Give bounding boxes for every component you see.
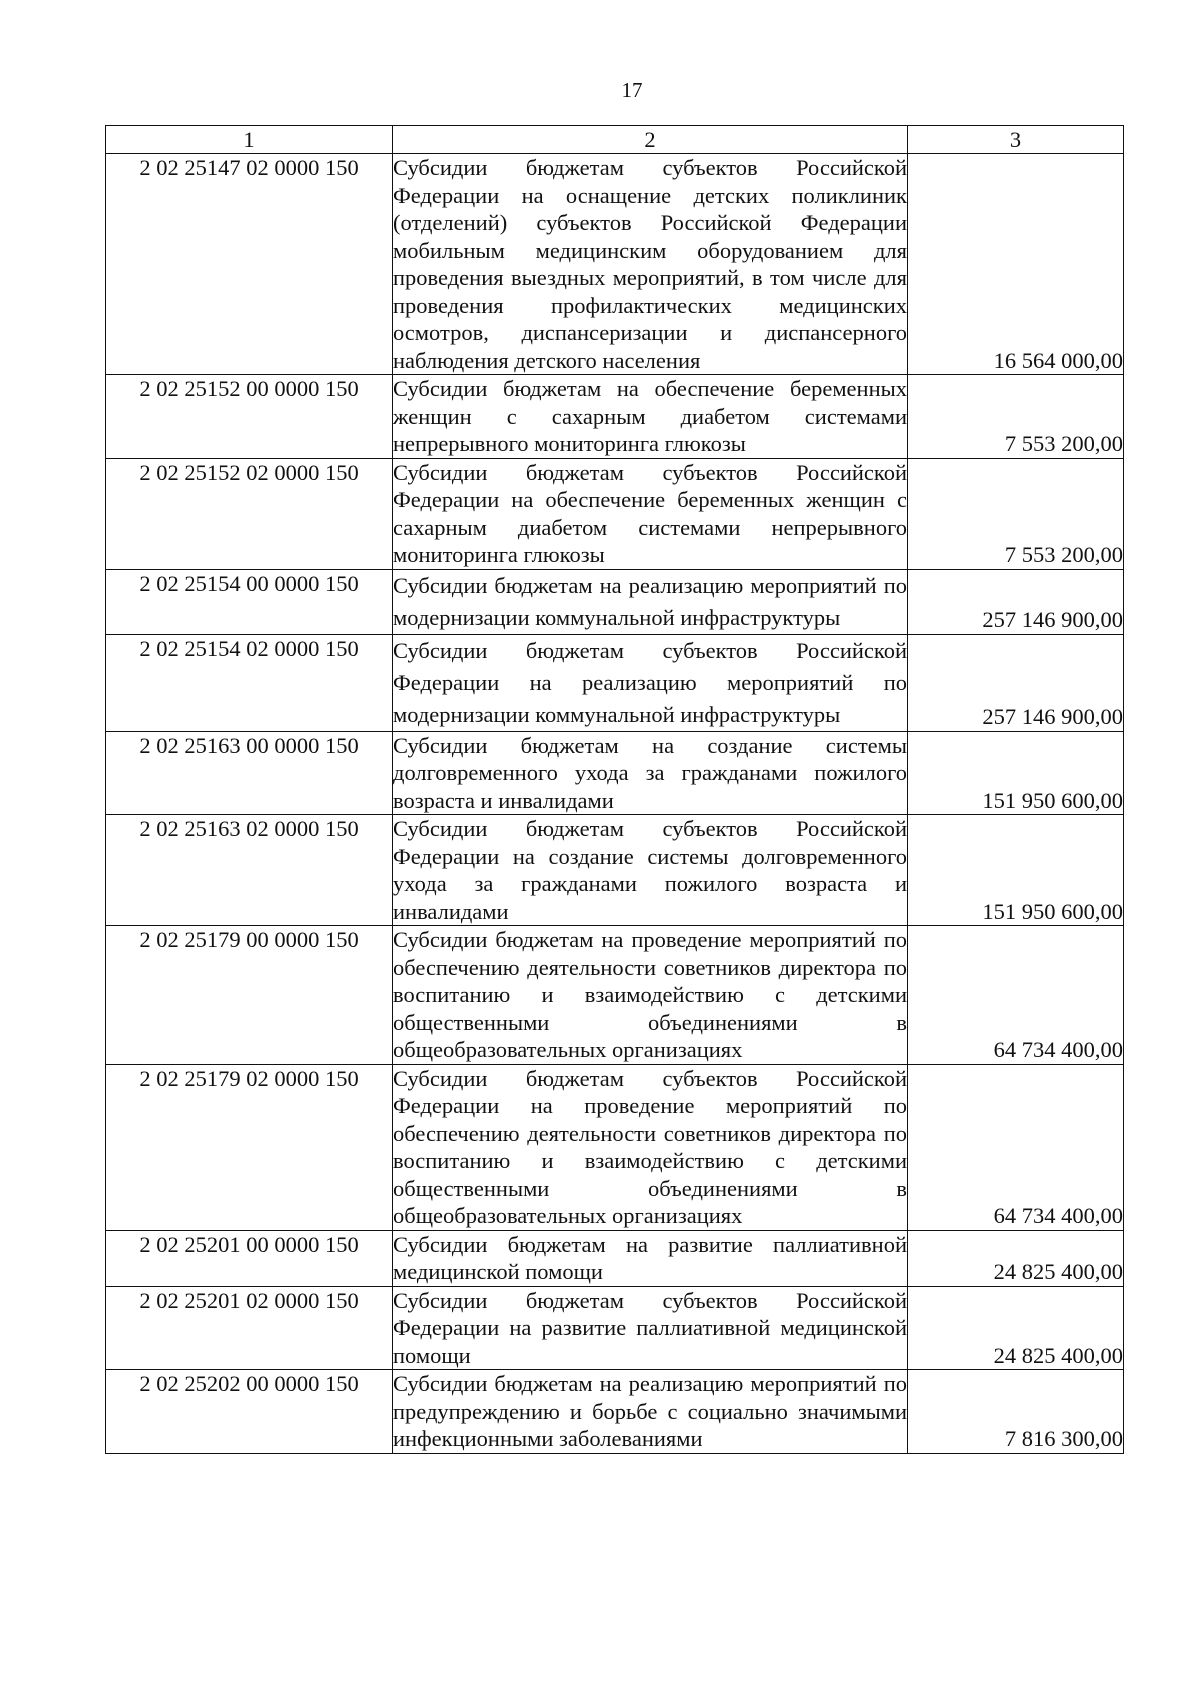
row-amount: 7 553 200,00 [908,375,1124,459]
table-row [106,1286,1124,1370]
budget-code: 2 02 25202 00 0000 150 [106,1370,393,1454]
row-amount: 151 950 600,00 [908,815,1124,926]
table-row [106,815,1124,926]
row-description: Субсидии бюджетам субъектов Российской Федерации на развитие паллиативной медицинской помощи [393,1287,907,1368]
row-amount: 151 950 600,00 [908,731,1124,815]
budget-code: 2 02 25152 00 0000 150 [106,375,393,459]
row-description: Субсидии бюджетам на развитие паллиативной медицинской помощи [393,1231,907,1284]
page-number: 17 [621,78,643,102]
row-amount: 7 816 300,00 [908,1370,1124,1454]
row-description: Субсидии бюджетам субъектов Российской Федерации на оснащение детских поликлиник (отделений) субъектов Российской Федерации мобильным медицинским оборудованием для проведения выездных мероприятий, в том числе для проведения профилактических медицинских осмотров, диспансеризации и диспансерного наблюдения детского населения [393,155,907,373]
row-description: Субсидии бюджетам субъектов Российской Федерации на обеспечение беременных женщин с сахарным диабетом системами непрерывного мониторинга глюкозы [393,459,907,567]
table-row [106,634,1124,731]
row-description: Субсидии бюджетам субъектов Российской Федерации на проведение мероприятий по обеспечению деятельности советников директора по воспитанию и взаимодействию с детскими общественными объединениями в общеобразовательных организациях [393,1065,907,1228]
table-row [106,731,1124,815]
table-row [106,458,1124,569]
budget-code: 2 02 25163 00 0000 150 [106,731,393,815]
row-amount: 7 553 200,00 [908,458,1124,569]
row-amount: 24 825 400,00 [908,1286,1124,1370]
row-description: Субсидии бюджетам на создание системы долговременного ухода за гражданами пожилого возраста и инвалидами [393,732,907,813]
row-amount: 257 146 900,00 [908,569,1124,634]
budget-code: 2 02 25152 02 0000 150 [106,458,393,569]
budget-code: 2 02 25154 00 0000 150 [106,569,393,634]
budget-code: 2 02 25179 02 0000 150 [106,1064,393,1230]
column-header-code: 1 [106,126,393,154]
budget-code: 2 02 25179 00 0000 150 [106,926,393,1065]
row-description: Субсидии бюджетам на реализацию мероприятий по предупреждению и борьбе с социально значимыми инфекционными заболеваниями [393,1371,907,1451]
budget-code: 2 02 25154 02 0000 150 [106,634,393,731]
table-row [106,154,1124,375]
column-header-description: 2 [393,126,908,154]
table-row [106,1064,1124,1230]
budget-code: 2 02 25201 02 0000 150 [106,1286,393,1370]
budget-code: 2 02 25163 02 0000 150 [106,815,393,926]
budget-table [105,125,1124,1454]
row-description: Субсидии бюджетам субъектов Российской Федерации на создание системы долговременного ухода за гражданами пожилого возраста и инвалидами [393,816,907,924]
table-row [106,1370,1124,1454]
row-description: Субсидии бюджетам на проведение мероприятий по обеспечению деятельности советников директора по воспитанию и взаимодействию с детскими общественными объединениями в общеобразовательных организациях [393,927,907,1062]
table-row [106,375,1124,459]
budget-code: 2 02 25201 00 0000 150 [106,1230,393,1286]
table-header-row [106,126,1124,154]
row-amount: 64 734 400,00 [908,926,1124,1065]
row-amount: 257 146 900,00 [908,634,1124,731]
table-row [106,926,1124,1065]
row-amount: 64 734 400,00 [908,1064,1124,1230]
row-description: Субсидии бюджетам субъектов Российской Федерации на реализацию мероприятий по модернизации коммунальной инфраструктуры [393,634,908,731]
row-amount: 24 825 400,00 [908,1230,1124,1286]
budget-code: 2 02 25147 02 0000 150 [106,154,393,375]
row-description: Субсидии бюджетам на реализацию мероприятий по модернизации коммунальной инфраструктуры [393,569,908,634]
column-header-amount: 3 [908,126,1124,154]
table-row [106,569,1124,634]
row-description: Субсидии бюджетам на обеспечение беременных женщин с сахарным диабетом системами непрерывного мониторинга глюкозы [393,376,907,456]
table-row [106,1230,1124,1286]
row-amount: 16 564 000,00 [908,154,1124,375]
